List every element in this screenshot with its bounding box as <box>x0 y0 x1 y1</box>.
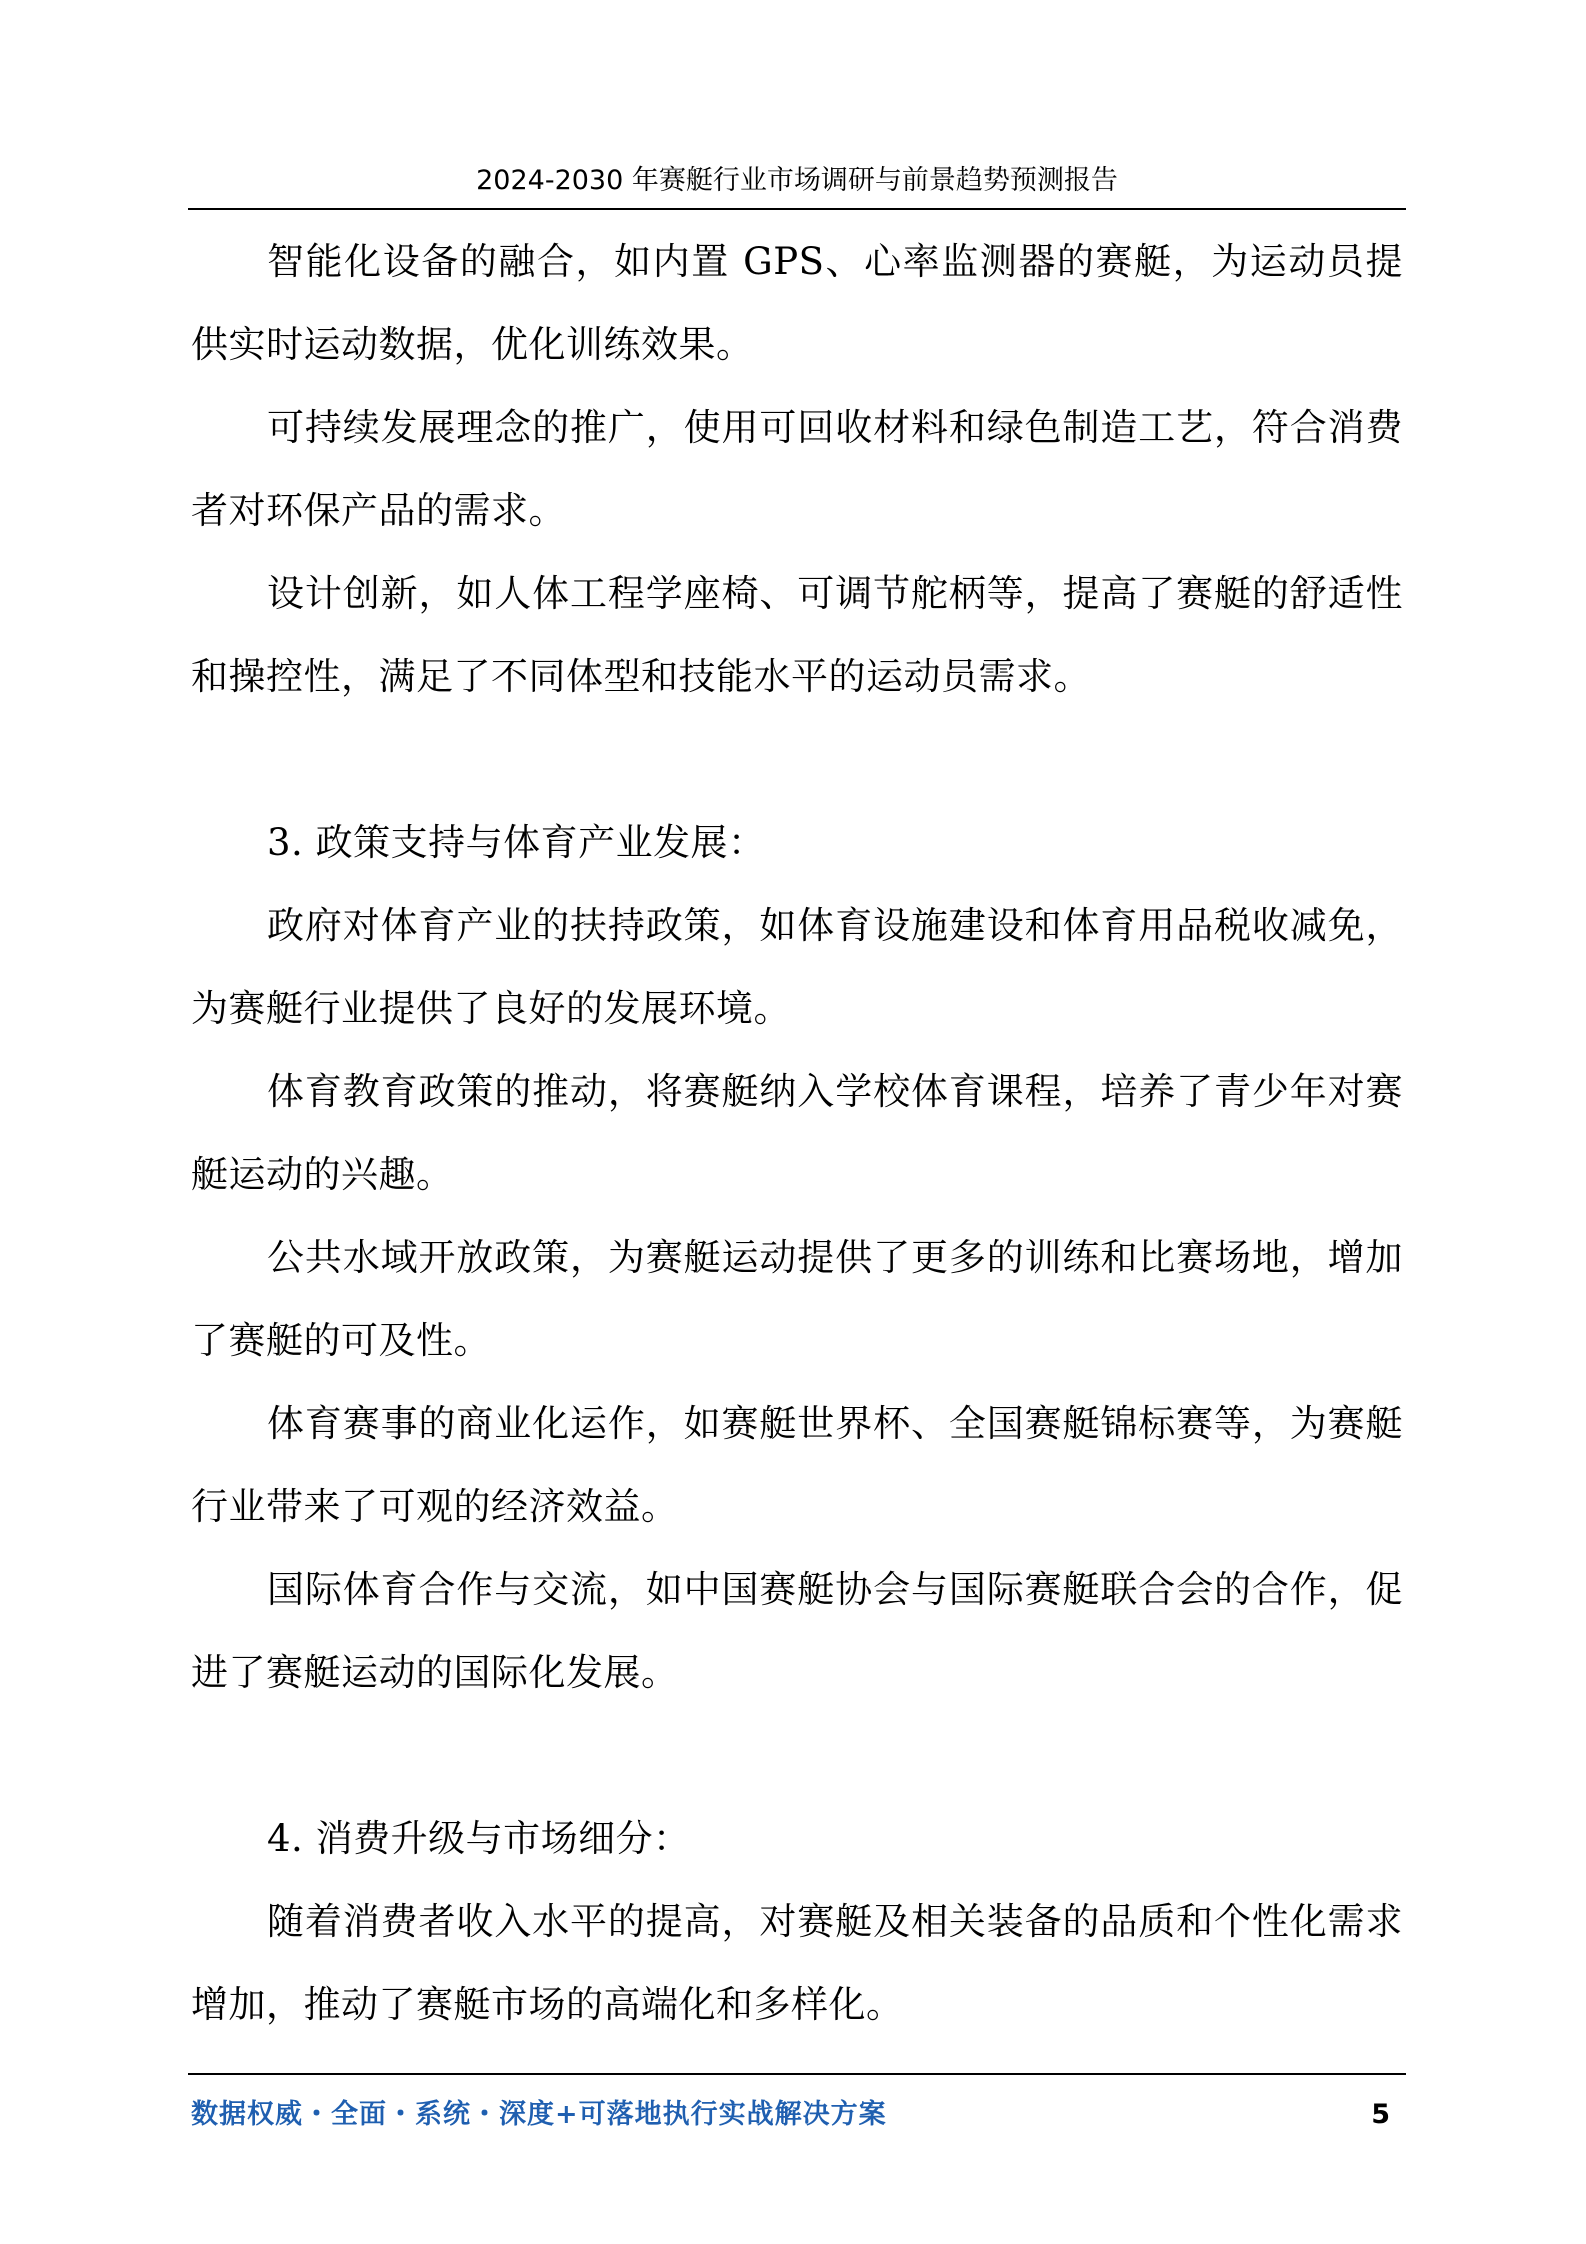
footer-divider <box>188 2073 1406 2075</box>
paragraph: 国际体育合作与交流，如中国赛艇协会与国际赛艇联合会的合作，促进了赛艇运动的国际化发展。 <box>191 1568 1403 1694</box>
paragraph: 政府对体育产业的扶持政策，如体育设施建设和体育用品税收减免，为赛艇行业提供了良好的发展环境。 <box>191 904 1403 1030</box>
page-number: 5 <box>1371 2099 1390 2130</box>
paragraph: 体育教育政策的推动，将赛艇纳入学校体育课程，培养了青少年对赛艇运动的兴趣。 <box>191 1070 1403 1196</box>
section-heading: 3. 政策支持与体育产业发展： <box>267 821 766 864</box>
paragraph: 可持续发展理念的推广，使用可回收材料和绿色制造工艺，符合消费者对环保产品的需求。 <box>191 406 1403 532</box>
page-header-title: 2024-2030 年赛艇行业市场调研与前景趋势预测报告 <box>476 165 1118 196</box>
paragraph: 设计创新，如人体工程学座椅、可调节舵柄等，提高了赛艇的舒适性和操控性，满足了不同体型和技能水平的运动员需求。 <box>191 572 1403 698</box>
footer-tagline: 数据权威・全面・系统・深度+可落地执行实战解决方案 <box>191 2099 887 2130</box>
header-divider <box>188 208 1406 210</box>
paragraph: 随着消费者收入水平的提高，对赛艇及相关装备的品质和个性化需求增加，推动了赛艇市场的高端化和多样化。 <box>191 1900 1403 2026</box>
body-content <box>191 220 1403 2046</box>
paragraph: 体育赛事的商业化运作，如赛艇世界杯、全国赛艇锦标赛等，为赛艇行业带来了可观的经济效益。 <box>191 1402 1403 1528</box>
paragraph: 公共水域开放政策，为赛艇运动提供了更多的训练和比赛场地，增加了赛艇的可及性。 <box>191 1236 1403 1362</box>
section-heading: 4. 消费升级与市场细分： <box>267 1817 691 1860</box>
section-spacer <box>191 718 1403 801</box>
section-spacer <box>191 1714 1403 1797</box>
paragraph: 智能化设备的融合，如内置 GPS、心率监测器的赛艇，为运动员提供实时运动数据，优化训练效果。 <box>191 240 1403 366</box>
